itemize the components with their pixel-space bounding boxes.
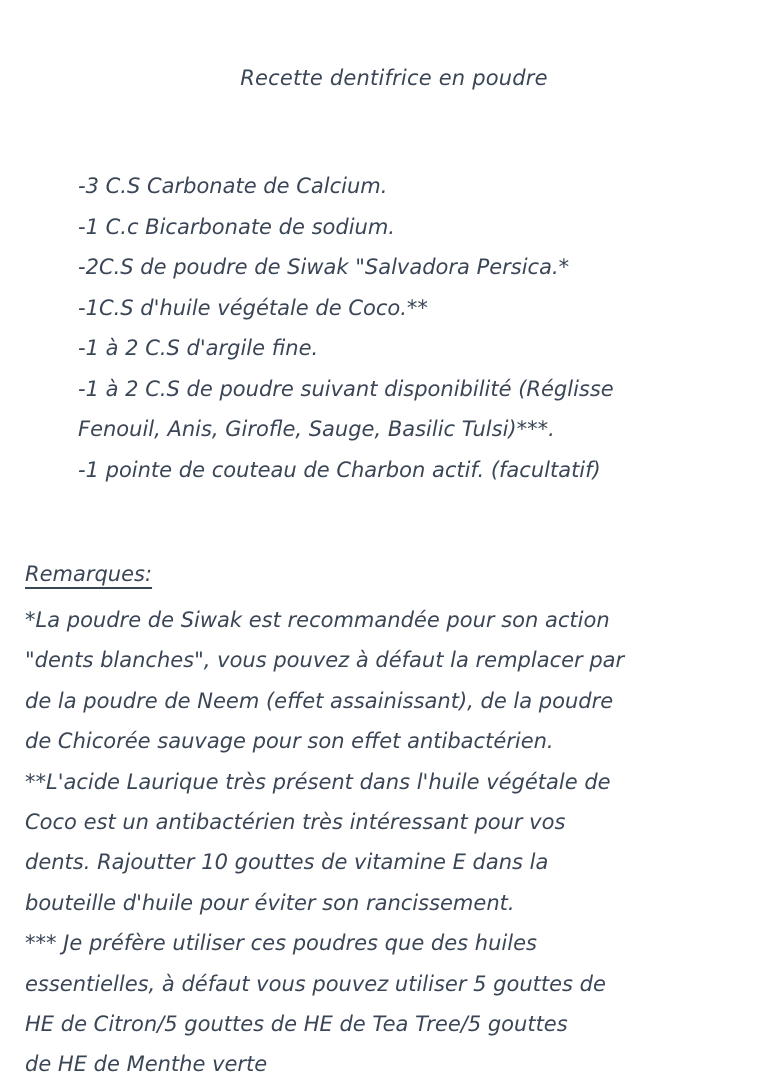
remarks-line: de Chicorée sauvage pour son effet antibactérien.	[25, 729, 554, 754]
ingredient-line: -1 à 2 C.S d'argile fine.	[78, 336, 319, 360]
remarks-line: "dents blanches", vous pouvez à défaut la remplacer par	[25, 648, 625, 673]
page-title: Recette dentifrice en poudre	[240, 66, 548, 90]
remarks-line: de HE de Menthe verte	[25, 1052, 268, 1077]
ingredient-line: -1C.S d'huile végétale de Coco.**	[78, 295, 428, 320]
ingredient-list	[78, 166, 718, 490]
remarks-line: bouteille d'huile pour éviter son rancissement.	[25, 890, 515, 915]
ingredient-line: -2C.S de poudre de Siwak "Salvadora Persica.*	[78, 255, 570, 279]
ingredient-line: -1 à 2 C.S de poudre suivant disponibilité (Réglisse	[78, 376, 614, 401]
ingredient-line: Fenouil, Anis, Girofle, Sauge, Basilic Tulsi)***.	[78, 417, 555, 441]
remarks-line: *La poudre de Siwak est recommandée pour son action	[25, 608, 610, 632]
remarks-heading: Remarques:	[25, 562, 153, 586]
remarks-line: **L'acide Laurique très présent dans l'huile végétale de	[25, 769, 611, 794]
remarks-line: *** Je préfère utiliser ces poudres que des huiles	[25, 931, 537, 956]
ingredient-line: -1 pointe de couteau de Charbon actif. (facultatif)	[78, 457, 601, 482]
remarks-line: Coco est un antibactérien très intéressant pour vos	[25, 809, 566, 834]
remarks-line: HE de Citron/5 gouttes de HE de Tea Tree/5 gouttes	[25, 1011, 568, 1036]
remarks-text	[25, 600, 745, 1085]
remarks-line: essentielles, à défaut vous pouvez utiliser 5 gouttes de	[25, 971, 606, 996]
remarks-line: de la poudre de Neem (effet assainissant), de la poudre	[25, 688, 614, 713]
ingredient-line: -3 C.S Carbonate de Calcium.	[78, 174, 388, 198]
ingredient-line: -1 C.c Bicarbonate de sodium.	[78, 214, 395, 239]
remarks-line: dents. Rajoutter 10 gouttes de vitamine E dans la	[25, 850, 549, 875]
